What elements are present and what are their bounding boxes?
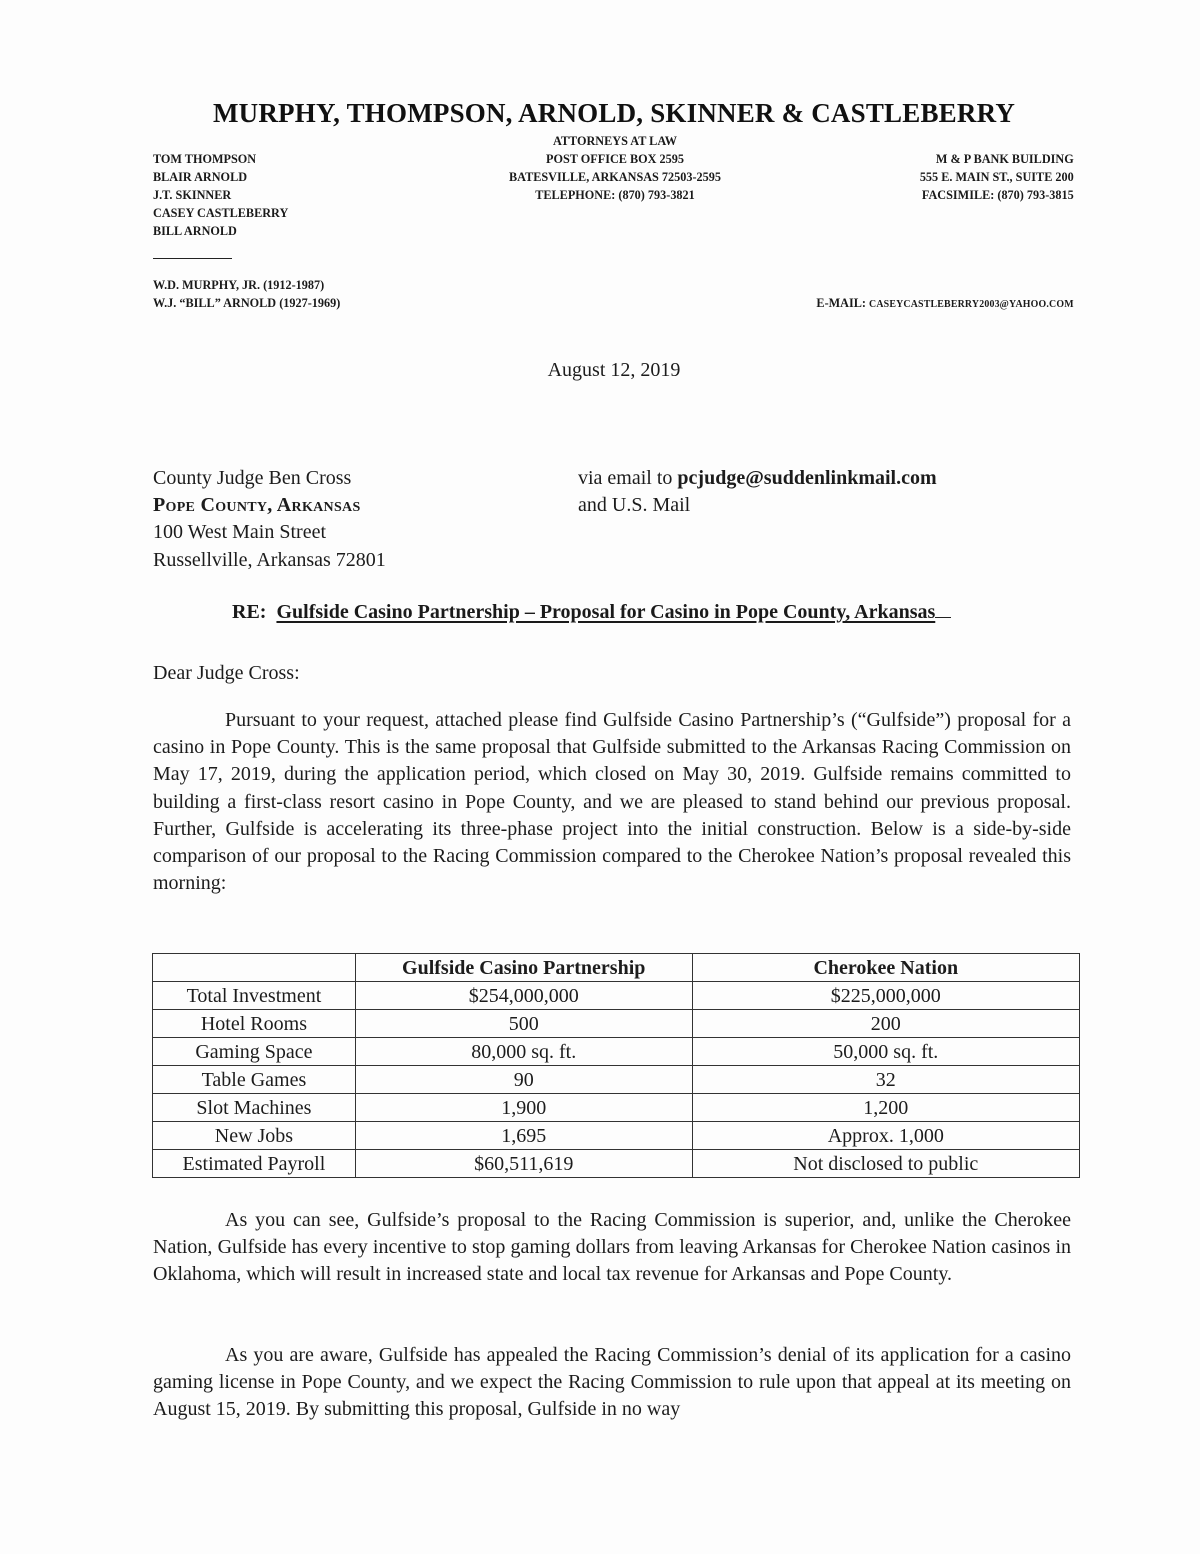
row-label: New Jobs: [153, 1122, 356, 1150]
header-cell-gulfside: Gulfside Casino Partnership: [355, 954, 692, 982]
addressee-name: County Judge Ben Cross: [153, 467, 352, 489]
table-row: [153, 1010, 1080, 1038]
partner-name: BILL ARNOLD: [153, 223, 237, 238]
cherokee-value: 1,200: [692, 1094, 1079, 1122]
gulfside-value: 80,000 sq. ft.: [355, 1038, 692, 1066]
body-paragraph: [153, 1342, 1071, 1424]
partner-name: J.T. SKINNER: [153, 187, 232, 202]
delivery-email[interactable]: pcjudge@suddenlinkmail.com: [677, 467, 937, 489]
re-subject: Gulfside Casino Partnership – Proposal for Casino in Pope County, Arkansas: [276, 601, 936, 623]
firm-name: MURPHY, THOMPSON, ARNOLD, SKINNER & CASTLEBERRY: [212, 98, 1016, 128]
row-label: Table Games: [153, 1066, 356, 1094]
delivery-email-line: [578, 465, 937, 492]
divider: [153, 258, 232, 259]
cherokee-value: 50,000 sq. ft.: [692, 1038, 1079, 1066]
cherokee-value: $225,000,000: [692, 982, 1079, 1010]
table-row: [153, 1066, 1080, 1094]
body-paragraph: [153, 1207, 1071, 1289]
row-label: Total Investment: [153, 982, 356, 1010]
comparison-table: [152, 953, 1080, 1178]
delivery-prefix: via email to: [578, 467, 678, 489]
table-header-row: [153, 954, 1080, 982]
table-row: [153, 1038, 1080, 1066]
paragraph-text: Pursuant to your request, attached please find Gulfside Casino Partnership’s (“Gulfside”) proposal for a casino in Pope County. This is the same proposal that Gulfside submitted to the Arkansas Racing Commission on May 17, 2019, during the application period, which closed on May 30, 2019. Gulfside remains committed to building a first-class resort casino in Pope County, and we are pleased to stand behind our previous proposal. Further, Gulfside is accelerating its three-phase project into the initial construction. Below is a side-by-side comparison of our proposal to the Racing Commission compared to the Cherokee Nation’s proposal revealed this morning:: [153, 709, 1071, 895]
po-box: POST OFFICE BOX 2595: [546, 151, 684, 166]
table-row: [153, 1150, 1080, 1178]
building-name: M & P BANK BUILDING: [936, 151, 1074, 166]
row-label: Slot Machines: [153, 1094, 356, 1122]
attorneys-at-law: ATTORNEYS AT LAW: [552, 133, 678, 148]
deceased-partner: W.D. MURPHY, JR. (1912-1987): [153, 277, 325, 292]
email-address[interactable]: CASEYCASTLEBERRY2003@YAHOO.COM: [869, 299, 1074, 310]
cherokee-value: 200: [692, 1010, 1079, 1038]
body-paragraph: [153, 707, 1071, 897]
firm-email: [817, 295, 1074, 311]
facsimile: FACSIMILE: (870) 793-3815: [922, 187, 1074, 202]
addressee-street: 100 West Main Street: [153, 521, 326, 544]
paragraph-text: As you can see, Gulfside’s proposal to the Racing Commission is superior, and, unlike the Cherokee Nation, Gulfside has every incentive to stop gaming dollars from leaving Arkansas for Cherokee Nation casinos in Oklahoma, which will result in increased state and local tax revenue for Arkansas and Pope County.: [153, 1209, 1071, 1286]
building-address: [920, 150, 1074, 204]
row-label: Gaming Space: [153, 1038, 356, 1066]
subject-line: [232, 601, 951, 624]
telephone: TELEPHONE: (870) 793-3821: [535, 187, 695, 202]
header-cell-empty: [153, 954, 356, 982]
delivery-mail: and U.S. Mail: [578, 494, 691, 517]
street-address: 555 E. MAIN ST., SUITE 200: [920, 169, 1074, 184]
underline-tail: [935, 617, 951, 618]
addressee-city: Russellville, Arkansas 72801: [153, 548, 386, 571]
cherokee-value: 32: [692, 1066, 1079, 1094]
email-label: E-MAIL:: [816, 295, 867, 310]
re-label: RE:: [232, 601, 267, 623]
partner-name: TOM THOMPSON: [153, 151, 257, 166]
gulfside-value: $60,511,619: [355, 1150, 692, 1178]
gulfside-value: 1,695: [355, 1122, 692, 1150]
delivery-method: [578, 465, 937, 519]
partner-list: [153, 150, 288, 240]
deceased-partner: W.J. “BILL” ARNOLD (1927-1969): [153, 295, 341, 310]
partner-name: BLAIR ARNOLD: [153, 169, 248, 184]
cherokee-value: Not disclosed to public: [692, 1150, 1079, 1178]
addressee-county: Pope County, Arkansas: [153, 494, 361, 517]
table-row: [153, 1094, 1080, 1122]
table-row: [153, 1122, 1080, 1150]
paragraph-text: As you are aware, Gulfside has appealed the Racing Commission’s denial of its application for a casino gaming license in Pope County, and we expect the Racing Commission to rule upon that appeal at its meeting on August 15, 2019. By submitting this proposal, Gulfside in no way: [153, 1344, 1071, 1421]
row-label: Estimated Payroll: [153, 1150, 356, 1178]
gulfside-value: 90: [355, 1066, 692, 1094]
city-state-zip: BATESVILLE, ARKANSAS 72503-2595: [509, 169, 721, 184]
cherokee-value: Approx. 1,000: [692, 1122, 1079, 1150]
addressee-block: [153, 465, 386, 574]
deceased-partners: [153, 276, 340, 312]
letter-date: August 12, 2019: [547, 359, 681, 381]
header-cell-cherokee: Cherokee Nation: [692, 954, 1079, 982]
partner-name: CASEY CASTLEBERRY: [153, 205, 289, 220]
salutation: Dear Judge Cross:: [153, 662, 300, 684]
office-address: [441, 132, 789, 204]
gulfside-value: 500: [355, 1010, 692, 1038]
table-row: [153, 982, 1080, 1010]
gulfside-value: $254,000,000: [355, 982, 692, 1010]
gulfside-value: 1,900: [355, 1094, 692, 1122]
row-label: Hotel Rooms: [153, 1010, 356, 1038]
